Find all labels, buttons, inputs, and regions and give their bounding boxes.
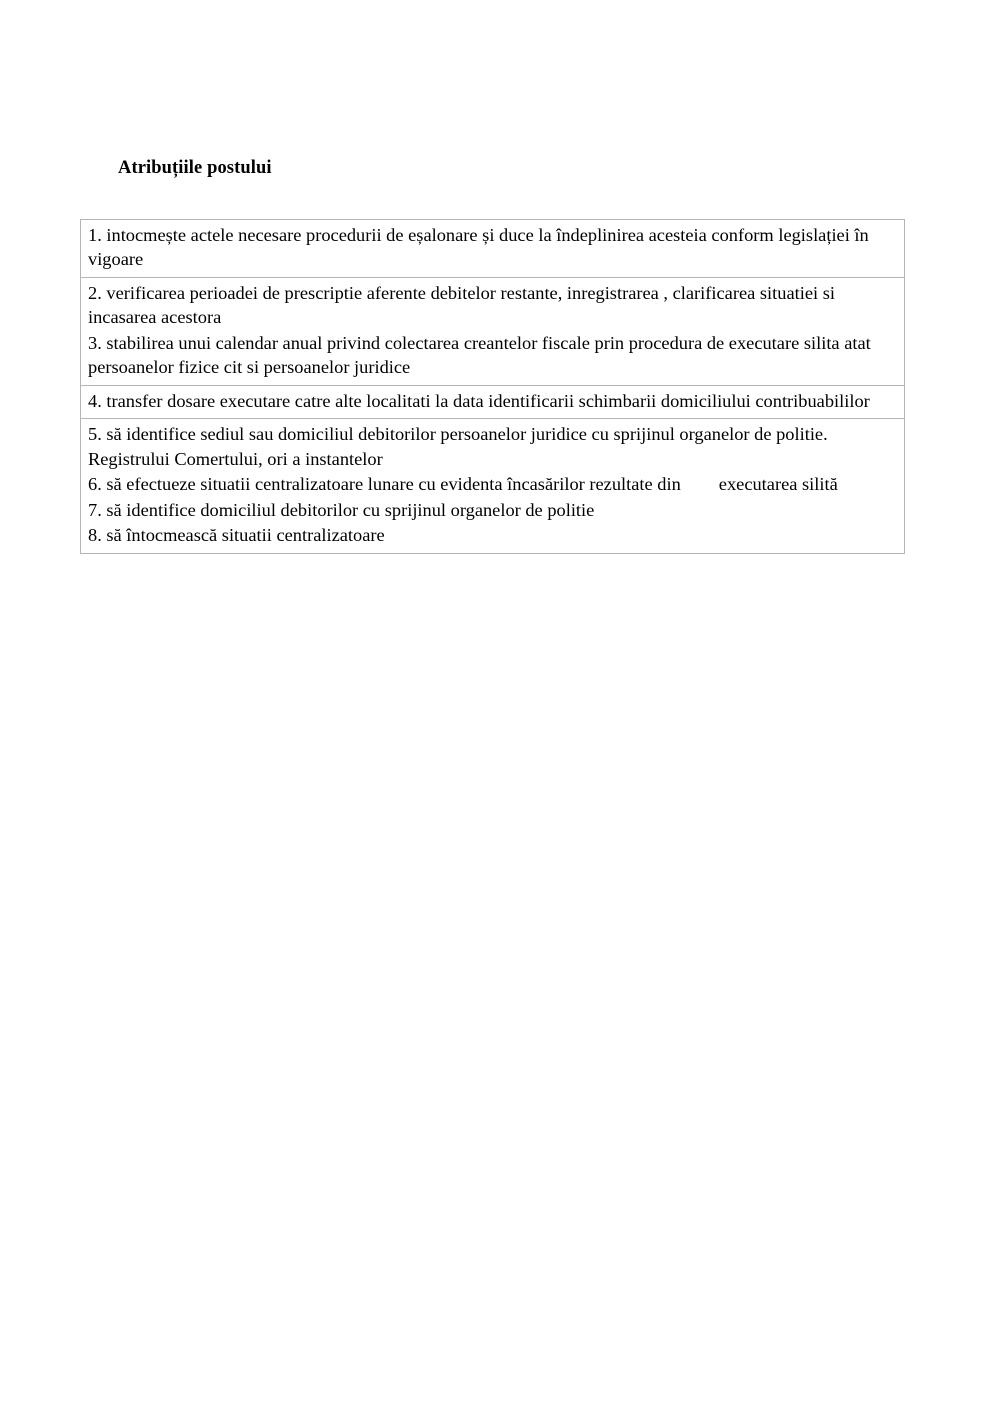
list-item: 8. să întocmească situatii centralizatoare — [88, 525, 385, 546]
list-item: 5. să identifice sediul sau domiciliul debitorilor persoanelor juridice cu sprijinul organelor de politie. Registrului Comertului, ori a instantelor — [88, 424, 828, 469]
list-item: 2. verificarea perioadei de prescriptie aferente debitelor restante, inregistrarea , clarificarea situatiei si incasarea acestora — [88, 282, 835, 328]
list-item: 3. stabilirea unui calendar anual privind colectarea creantelor fiscale prin procedura de executare silita atat persoanelor fizice cit si persoanelor juridice — [88, 332, 871, 378]
list-item: 1. intocmește actele necesare procedurii de eșalonare și duce la îndeplinirea acesteia conform legislației în vigoare — [88, 225, 869, 270]
page-title: Atribuțiile postului — [118, 158, 272, 178]
table-cell — [81, 277, 905, 385]
attributions-table — [80, 219, 905, 554]
list-item-6-suffix: executarea silită — [718, 474, 838, 495]
table-row — [81, 385, 905, 418]
table-cell — [81, 419, 905, 553]
list-item-6-text: 6. să efectueze situatii centralizatoare lunare cu evidenta încasărilor rezultate din — [88, 474, 681, 495]
table-row — [81, 419, 905, 553]
table-cell — [81, 220, 905, 278]
table-cell — [81, 385, 905, 418]
list-item-6 — [88, 472, 898, 496]
list-item: 7. să identifice domiciliul debitorilor cu sprijinul organelor de politie — [88, 499, 595, 520]
table-row — [81, 277, 905, 385]
list-item: 4. transfer dosare executare catre alte localitati la data identificarii schimbarii domiciliului contribuabililor — [88, 390, 870, 411]
table-row — [81, 220, 905, 278]
